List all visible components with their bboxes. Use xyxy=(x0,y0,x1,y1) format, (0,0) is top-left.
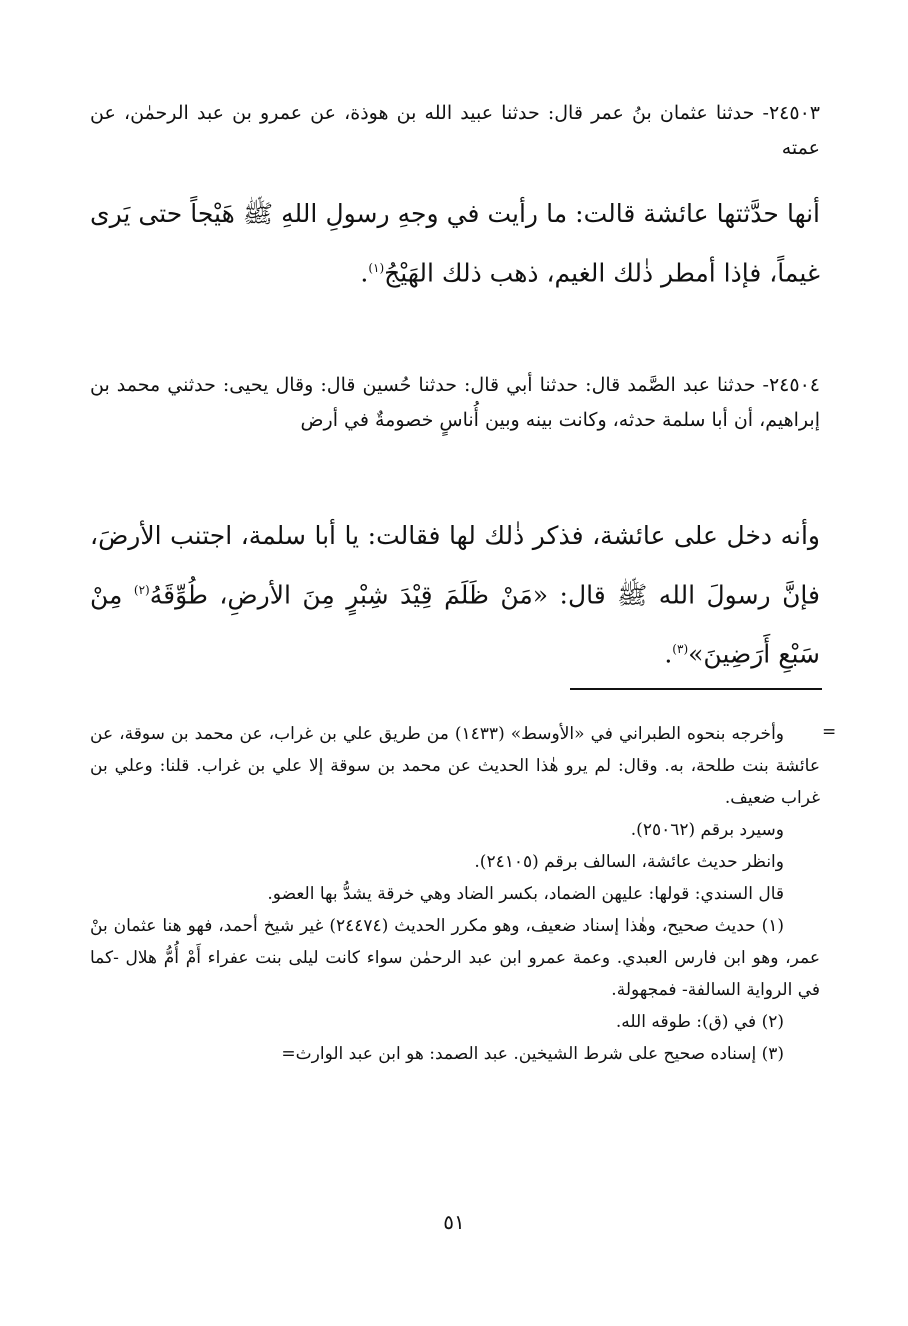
footnote-ref-2: (٢) xyxy=(133,583,150,597)
hadith-24503-sanad: ٢٤٥٠٣- حدثنا عثمان بنُ عمر قال: حدثنا عبيد الله بن هوذة، عن عمرو بن عبد الرحمٰن، عن عمته xyxy=(90,102,820,159)
footnote-line: وانظر حديث عائشة، السالف برقم (٢٤١٠٥). xyxy=(474,852,784,872)
footnotes-block xyxy=(90,718,820,1070)
hadith-24504-matn-end: مِنْ سَبْعِ أَرَضِينَ» xyxy=(90,580,820,669)
footnote-separator xyxy=(570,688,822,690)
footnote-1: (١) حديث صحيح، وهٰذا إسناد ضعيف، وهو مكرر الحديث (٢٤٤٧٤) غير شيخ أحمد، فهو هنا عثمان بنْ عمر، وهو ابن فارس العبدي. وعمة عمرو ابن عبد الرحمٰن سواء كانت ليلى بنت عفراء أَمْ أُمُّ هلال -كما في الرواية السالفة- فمجهولة. xyxy=(90,916,820,1000)
hadith-24504-matn xyxy=(90,508,820,682)
hadith-24503-end: . xyxy=(360,258,369,288)
footnote-2: (٢) في (ق): طوقه الله. xyxy=(615,1012,784,1032)
page-number: ٥١ xyxy=(443,1210,465,1234)
hadith-24503-matn xyxy=(90,186,820,300)
footnote-line: وسيرد برقم (٢٥٠٦٢). xyxy=(630,820,784,840)
footnote-3: (٣) إسناده صحيح على شرط الشيخين. عبد الصمد: هو ابن عبد الوارث= xyxy=(281,1044,784,1064)
hadith-24503-matn-text: أنها حدَّثتها عائشة قالت: ما رأيت في وجهِ رسولِ اللهِ ﷺ هَيْجاً حتى يَرى غيماً، فإذا أمطر ذٰلك الغيم، ذهب ذلك الهَيْجُ xyxy=(90,199,820,288)
hadith-24504-sanad: ٢٤٥٠٤- حدثنا عبد الصَّمد قال: حدثنا أبي قال: حدثنا حُسين قال: وقال يحيى: حدثني محمد بن إبراهيم، أن أبا سلمة حدثه، وكانت بينه وبين أُناسٍ خصومةٌ في أرض xyxy=(90,374,820,431)
hadith-24504-end: . xyxy=(664,639,673,669)
continuation-mark: = xyxy=(822,722,837,742)
hadith-24504-matn-text: وأنه دخل على عائشة، فذكر ذٰلك لها فقالت: يا أبا سلمة، اجتنب الأرضَ، فإنَّ رسولَ الله ﷺ قال: «مَنْ ظَلَمَ قِيْدَ شِبْرٍ مِنَ الأرضِ، طُوِّقَهُ xyxy=(90,521,820,610)
footnote-ref-3: (٣) xyxy=(672,642,689,657)
footnote-line: وأخرجه بنحوه الطبراني في «الأوسط» (١٤٣٣) من طريق علي بن غراب، عن محمد بن سوقة، عن عائشة بنت طلحة، به. وقال: لم يرو هٰذا الحديث عن محمد بن سوقة إلا علي بن غراب. قلنا: وعلي بن غراب ضعيف. xyxy=(90,724,820,808)
footnote-ref-1: (١) xyxy=(368,261,385,275)
footnote-line: قال السندي: قولها: عليهن الضماد، بكسر الضاد وهي خرقة يشدُّ بها العضو. xyxy=(267,884,784,904)
